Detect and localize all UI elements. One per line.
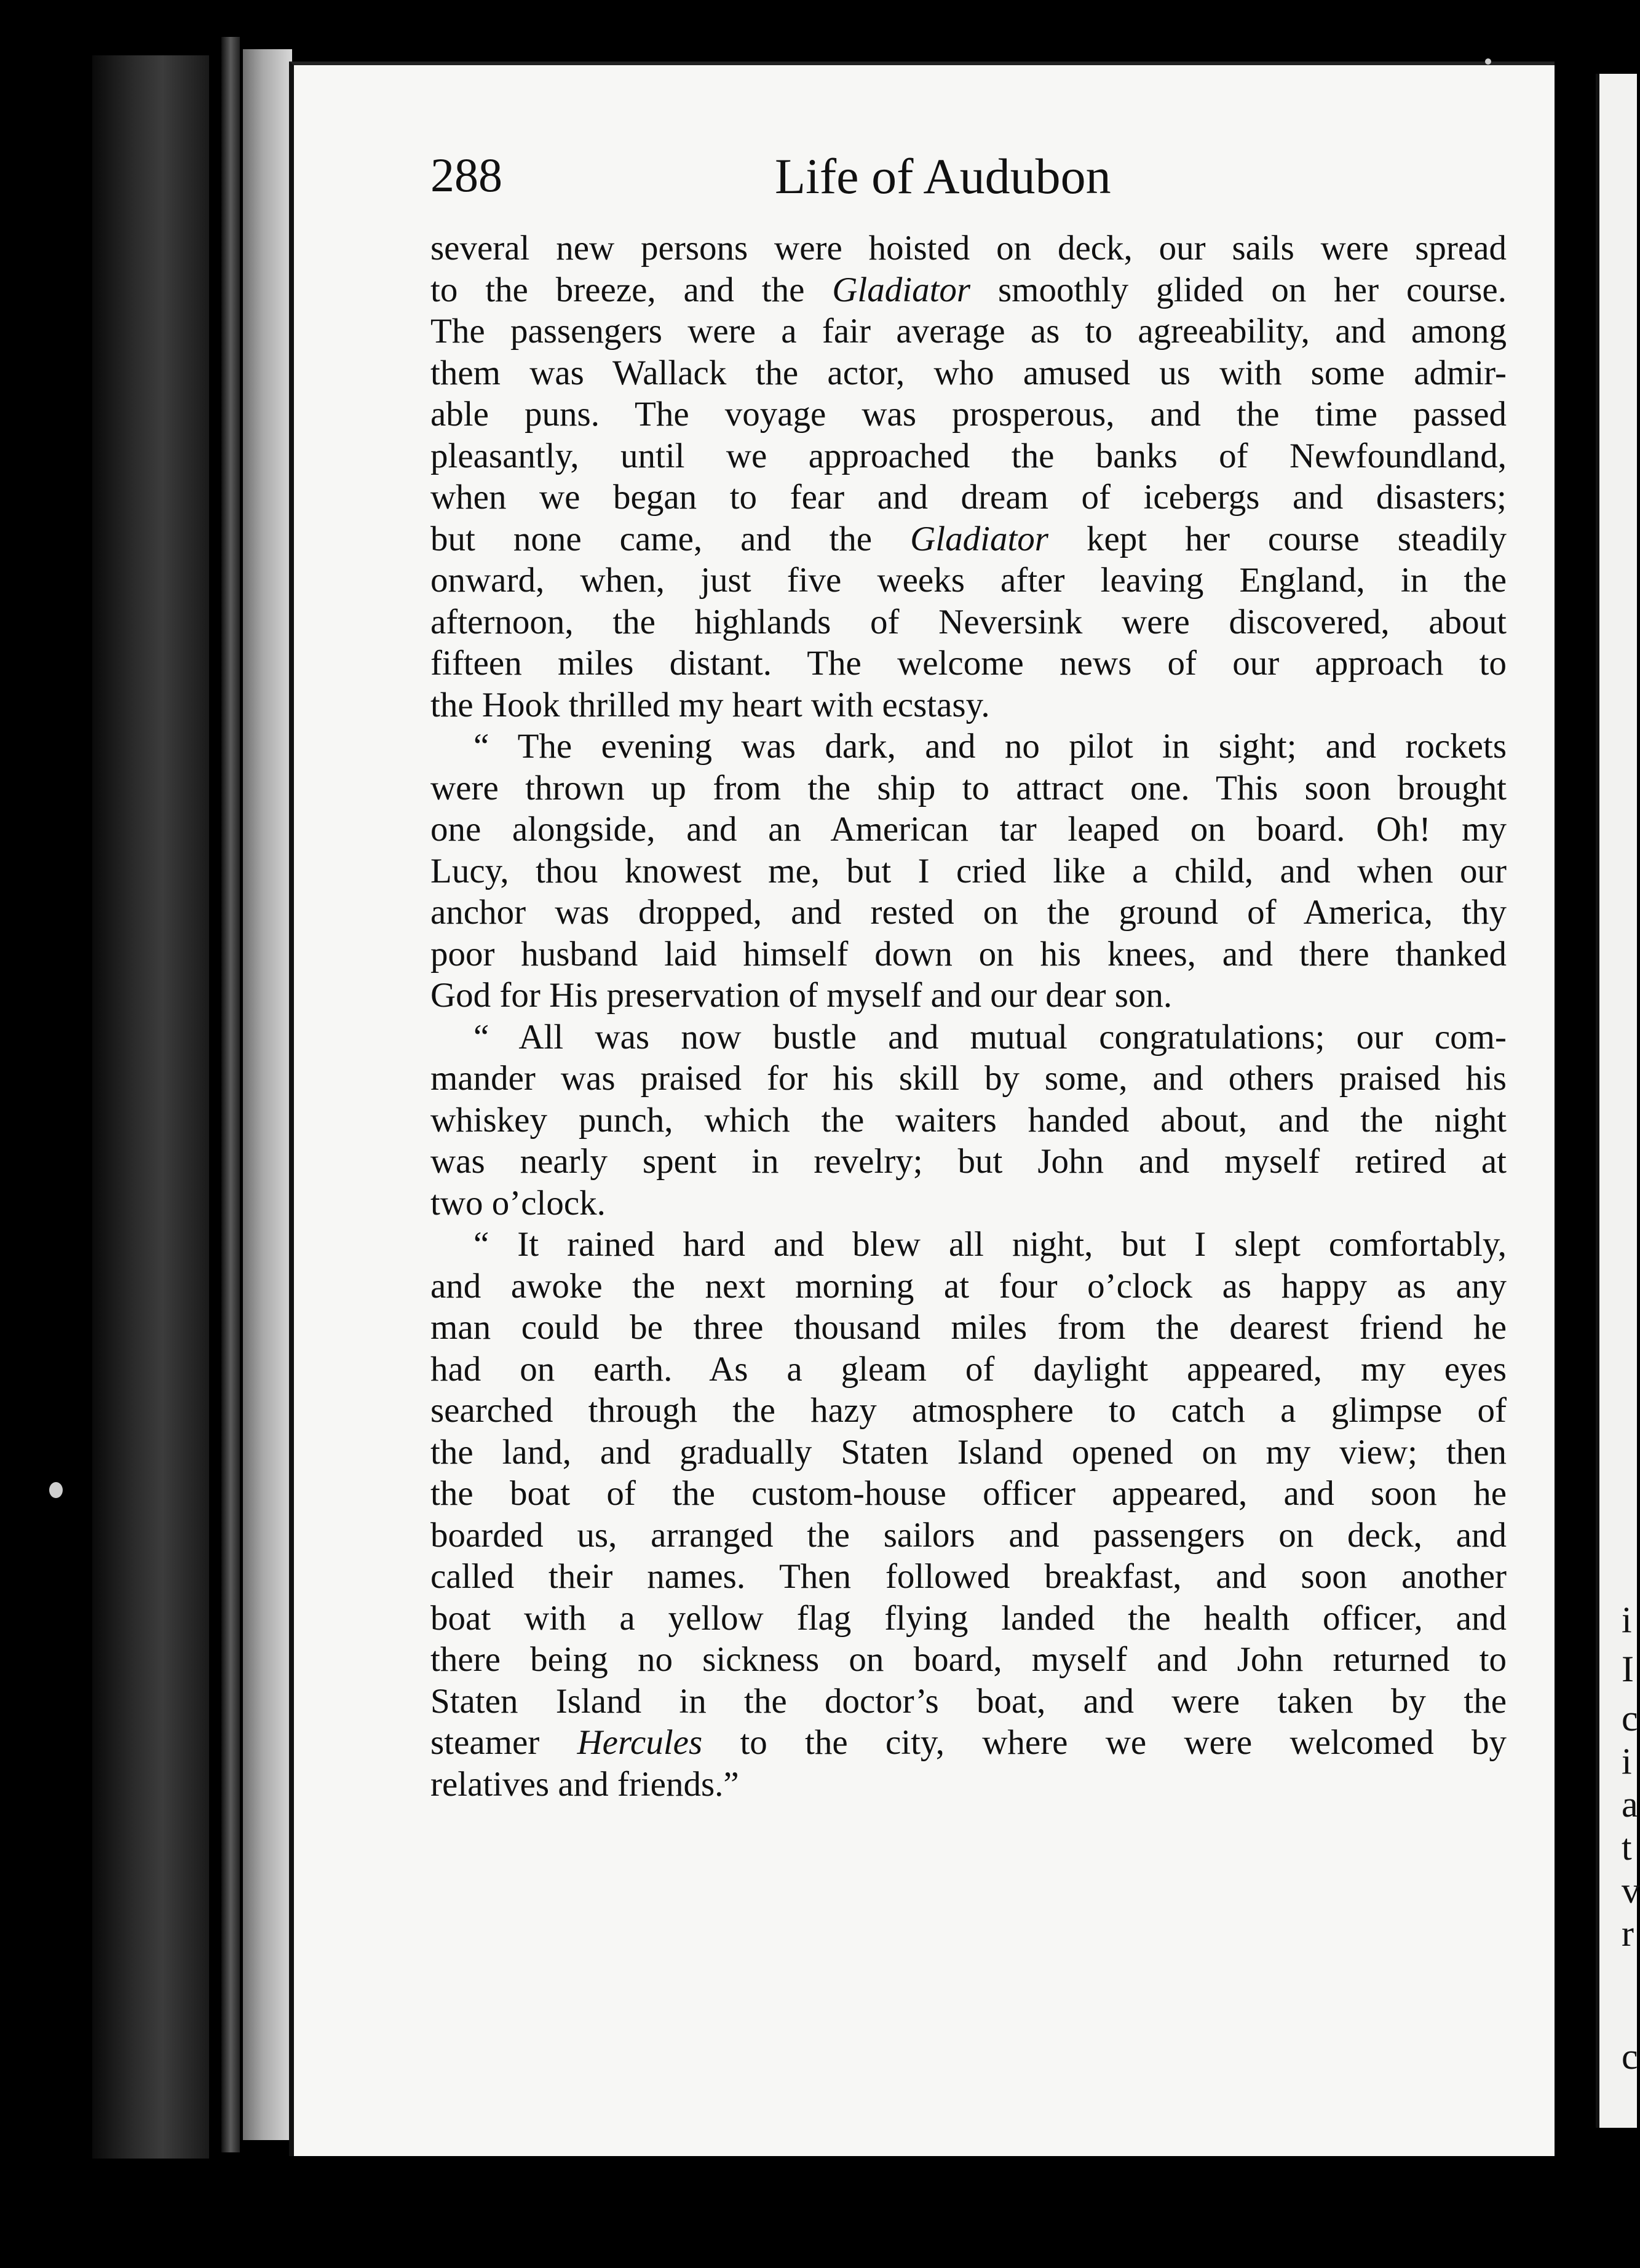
adjacent-page-fragment: c [1622,1698,1638,1739]
adjacent-page-fragment: t [1622,1827,1632,1868]
adjacent-page-fragment: a [1622,1784,1638,1825]
page-gutter [243,49,292,2140]
text-line: Lucy, thou knowest me, but I cried like a child, and when our [430,851,1507,890]
running-head-title: Life of Audubon [775,148,1111,204]
text-line: and awoke the next morning at four o’clock as happy as any [430,1266,1507,1306]
text-line: several new persons were hoisted on deck, our sails were spread [430,229,1507,268]
text-line: was nearly spent in revelry; but John and myself retired at [430,1142,1507,1181]
text-line: The passengers were a fair average as to agreeability, and among [430,312,1507,351]
adjacent-page-edge [1596,74,1640,2128]
scan-speck [49,1482,63,1498]
text-line: the Hook thrilled my heart with ecstasy. [430,685,990,724]
adjacent-page-fragment: r [1622,1913,1634,1954]
text-line: one alongside, and an American tar leaped on board. Oh! my [430,810,1507,849]
page-header [430,148,1377,209]
text-line: the boat of the custom-house officer appeared, and soon he [430,1474,1507,1513]
text-line: onward, when, just five weeks after leaving England, in the [430,561,1507,600]
text-line: God for His preservation of myself and our dear son. [430,976,1173,1015]
text-line: were thrown up from the ship to attract one. This soon brought [430,768,1507,807]
scan-speck [1485,58,1491,65]
text-line: the land, and gradually Staten Island opened on my view; then [430,1432,1507,1472]
text-line: but none came, and the Gladiator kept her course steadily [430,519,1507,558]
text-line: when we began to fear and dream of icebergs and disasters; [430,478,1507,517]
text-line: relatives and friends.” [430,1764,739,1804]
adjacent-page-fragment: c [1622,2036,1638,2077]
text-line: fifteen miles distant. The welcome news of our approach to [430,644,1507,683]
text-line: there being no sickness on board, myself and John returned to [430,1640,1507,1679]
text-line: “ It rained hard and blew all night, but I slept comfortably, [473,1225,1507,1264]
text-line: afternoon, the highlands of Neversink were discovered, about [430,602,1507,641]
page-number: 288 [430,148,502,202]
adjacent-page-fragment: I [1622,1649,1634,1689]
text-line: “ All was now bustle and mutual congratulations; our com- [473,1017,1507,1057]
text-line: boarded us, arranged the sailors and passengers on deck, and [430,1515,1507,1555]
text-line: man could be three thousand miles from the dearest friend he [430,1308,1507,1347]
text-line: to the breeze, and the Gladiator smoothly glided on her course. [430,270,1507,309]
text-line: two o’clock. [430,1183,606,1223]
book-binding [92,55,209,2159]
text-line: “ The evening was dark, and no pilot in sight; and rockets [473,727,1507,766]
text-line: called their names. Then followed breakfast, and soon another [430,1557,1507,1596]
text-line: boat with a yellow flag flying landed the health officer, and [430,1598,1507,1638]
text-line: poor husband laid himself down on his knees, and there thanked [430,934,1507,973]
text-line: mander was praised for his skill by some, and others praised his [430,1059,1507,1098]
text-line: had on earth. As a gleam of daylight appeared, my eyes [430,1349,1507,1389]
text-line: searched through the hazy atmosphere to catch a glimpse of [430,1391,1507,1430]
text-line: them was Wallack the actor, who amused us with some admir- [430,353,1507,392]
text-line: anchor was dropped, and rested on the ground of America, thy [430,893,1507,932]
binding-spine-edge [221,37,240,2152]
adjacent-page-fragment: v [1622,1870,1640,1911]
adjacent-page-fragment: i [1622,1600,1632,1640]
text-line: Staten Island in the doctor’s boat, and were taken by the [430,1681,1507,1721]
adjacent-page-fragment: i [1622,1741,1632,1782]
text-line: steamer Hercules to the city, where we were welcomed by [430,1723,1507,1762]
text-line: able puns. The voyage was prosperous, and the time passed [430,395,1507,434]
body-text [430,228,1507,1805]
text-line: pleasantly, until we approached the banks of Newfoundland, [430,436,1507,475]
text-line: whiskey punch, which the waiters handed about, and the night [430,1100,1507,1140]
